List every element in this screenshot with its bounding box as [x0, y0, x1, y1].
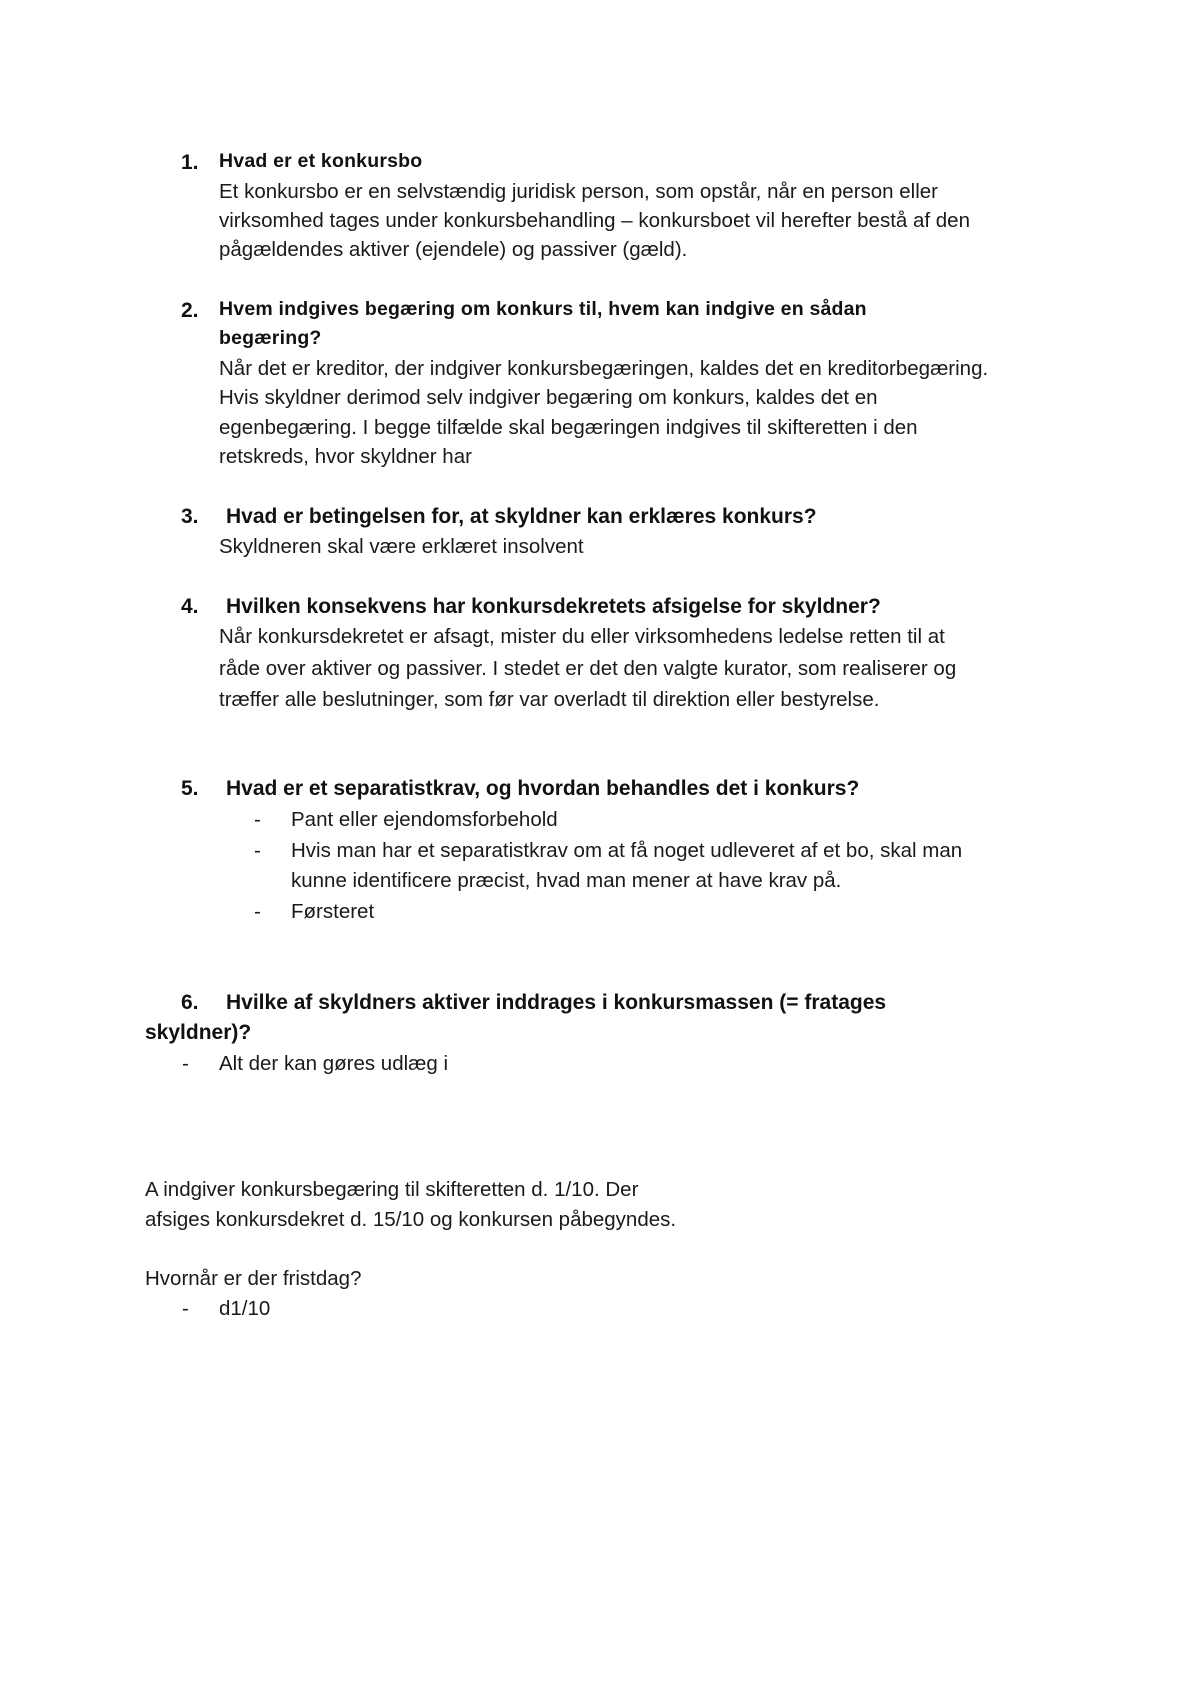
- case-question: Hvornår er der fristdag?: [145, 1267, 362, 1290]
- question-title: Hvilken konsekvens har konkursdekretets afsigelse for skyldner?: [226, 595, 881, 618]
- question-title: Hvem indgives begæring om konkurs til, hvem kan indgive en sådan: [219, 298, 867, 320]
- question-number: 4.: [181, 595, 199, 618]
- answer-line: retskreds, hvor skyldner har: [219, 445, 472, 468]
- answer-line: egenbegæring. I begge tilfælde skal begæringen indgives til skifteretten i den: [219, 416, 918, 439]
- bullet-text: Alt der kan gøres udlæg i: [219, 1052, 449, 1075]
- bullet-dash: -: [254, 839, 261, 862]
- question-title: Hvilke af skyldners aktiver inddrages i konkursmassen (= fratages: [226, 991, 887, 1014]
- answer-line: pågældendes aktiver (ejendele) og passiver (gæld).: [219, 238, 688, 261]
- answer-line: virksomhed tages under konkursbehandling – konkursboet vil herefter bestå af den: [219, 209, 970, 232]
- bullet-dash: -: [182, 1297, 189, 1320]
- bullet-text: kunne identificere præcist, hvad man mener at have krav på.: [291, 869, 842, 892]
- question-title: Hvad er et konkursbo: [219, 150, 423, 172]
- bullet-text: Hvis man har et separatistkrav om at få noget udleveret af et bo, skal man: [291, 839, 963, 862]
- answer-line: Hvis skyldner derimod selv indgiver begæring om konkurs, kaldes det en: [219, 386, 878, 409]
- answer-line: Et konkursbo er en selvstændig juridisk person, som opstår, når en person eller: [219, 180, 939, 203]
- case-line: A indgiver konkursbegæring til skifteretten d. 1/10. Der: [145, 1178, 639, 1201]
- answer-line: råde over aktiver og passiver. I stedet er det den valgte kurator, som realiserer og: [219, 657, 957, 680]
- case-line: afsiges konkursdekret d. 15/10 og konkursen påbegyndes.: [145, 1208, 677, 1231]
- question-title: begæring?: [219, 327, 322, 349]
- answer-line: Når konkursdekretet er afsagt, mister du eller virksomhedens ledelse retten til at: [219, 625, 945, 648]
- bullet-text: Førsteret: [291, 900, 375, 923]
- answer-line: Når det er kreditor, der indgiver konkursbegæringen, kaldes det en kreditorbegæring.: [219, 357, 989, 380]
- question-title: Hvad er betingelsen for, at skyldner kan erklæres konkurs?: [226, 505, 817, 528]
- bullet-dash: -: [254, 808, 261, 831]
- answer-line: Skyldneren skal være erklæret insolvent: [219, 535, 584, 558]
- question-number: 6.: [181, 991, 199, 1014]
- bullet-text: d1/10: [219, 1297, 271, 1320]
- bullet-dash: -: [254, 900, 261, 923]
- bullet-text: Pant eller ejendomsforbehold: [291, 808, 558, 831]
- question-number: 3.: [181, 505, 199, 528]
- bullet-dash: -: [182, 1052, 189, 1075]
- question-number: 5.: [181, 777, 199, 800]
- answer-line: træffer alle beslutninger, som før var overladt til direktion eller bestyrelse.: [219, 688, 880, 711]
- question-title: Hvad er et separatistkrav, og hvordan behandles det i konkurs?: [226, 777, 860, 800]
- question-number: 1.: [181, 151, 199, 174]
- question-number: 2.: [181, 299, 199, 322]
- question-title: skyldner)?: [145, 1021, 252, 1044]
